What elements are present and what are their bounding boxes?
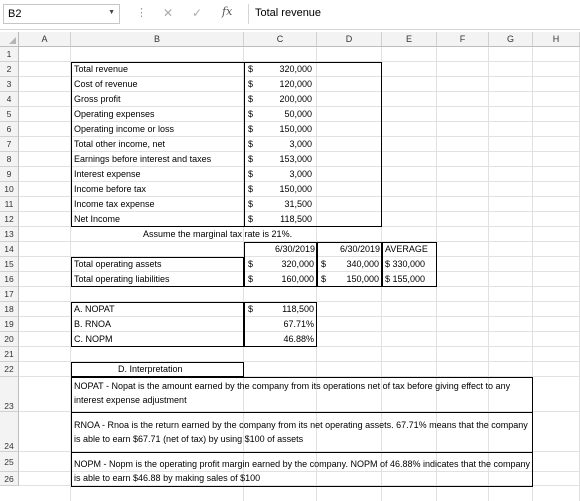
income-value: 50,000 [284,109,312,119]
row-header-8[interactable]: 8 [0,152,19,167]
balance-label: Total operating liabilities [74,274,170,284]
income-value: 3,000 [289,139,312,149]
column-header-h[interactable]: H [533,32,580,47]
interpretation-rnoa: RNOA - Rnoa is the return earned by the company from its net operating assets. 67.71% means that the company is able to earn $67.71 (net of tax) by using $100 of assets [74,420,528,444]
income-label: Earnings before interest and taxes [74,154,212,164]
tax-note: Assume the marginal tax rate is 21%. [143,229,293,239]
income-label: Interest expense [74,169,141,179]
row-header-19[interactable]: 19 [0,317,19,332]
ratio-label: C. NOPM [74,334,113,344]
income-currency: $ [248,64,254,74]
ratio-label: A. NOPAT [74,304,115,314]
balance-average: $ 330,000 [385,259,426,269]
row-header-12[interactable]: 12 [0,212,19,227]
row-header-25[interactable]: 25 [0,452,19,472]
income-currency: $ [248,214,254,224]
income-label: Income tax expense [74,199,155,209]
income-currency: $ [248,109,254,119]
ratio-value: 67.71% [283,319,314,329]
interpretation-nopat: NOPAT - Nopat is the amount earned by the company from its operations net of tax before giving effect to any interest expense adjustment [74,381,511,405]
ratio-currency: $ [248,304,254,314]
interpretation-title: D. Interpretation [118,364,183,374]
row-header-13[interactable]: 13 [0,227,19,242]
row-header-20[interactable]: 20 [0,332,19,347]
balance-d-value: 340,000 [346,259,379,269]
income-currency: $ [248,94,254,104]
column-header-f[interactable]: F [437,32,489,47]
interpretation-divider-1 [71,412,533,413]
income-value: 31,500 [284,199,312,209]
row-header-23[interactable]: 23 [0,377,19,412]
ratio-value: 118,500 [282,304,314,314]
formula-bar [0,0,580,30]
enter-icon[interactable]: ✓ [192,6,203,20]
income-currency: $ [248,124,254,134]
income-currency: $ [248,199,254,209]
row-header-2[interactable]: 2 [0,62,19,77]
row-header-3[interactable]: 3 [0,77,19,92]
balance-c-currency: $ [248,259,254,269]
income-label: Total other income, net [74,139,166,149]
row-header-26[interactable]: 26 [0,472,19,486]
income-currency: $ [248,139,254,149]
column-header-a[interactable]: A [19,32,71,47]
balance-c-value: 160,000 [281,274,314,284]
ratio-value: 46.88% [283,334,314,344]
balance-c-value: 320,000 [281,259,314,269]
balance-d-currency: $ [321,274,327,284]
row-header-14[interactable]: 14 [0,242,19,257]
interpretation-nopm: NOPM - Nopm is the operating profit margin earned by the company. NOPM of 46.88% indicates that the company is able to earn $46.88 by making sales of $100 [74,459,531,483]
income-label: Gross profit [74,94,121,104]
income-value: 3,000 [289,169,312,179]
income-label: Net Income [74,214,121,224]
row-header-17[interactable]: 17 [0,287,19,302]
column-header-e[interactable]: E [382,32,437,47]
balance-label: Total operating assets [74,259,162,269]
formula-input[interactable]: Total revenue [248,4,578,24]
row-header-18[interactable]: 18 [0,302,19,317]
chevron-down-icon[interactable]: ▼ [108,9,115,16]
balance-c-currency: $ [248,274,254,284]
select-all-icon [9,37,16,44]
income-statement-divider [244,62,245,227]
balance-average: $ 155,000 [385,274,426,284]
insert-function-icon[interactable]: fx [222,5,233,18]
balance-header-c: 6/30/2019 [274,244,315,254]
row-header-24[interactable]: 24 [0,412,19,452]
name-box-value: B2 [8,8,22,20]
row-header-21[interactable]: 21 [0,347,19,362]
income-value: 320,000 [279,64,312,74]
column-header-b[interactable]: B [71,32,244,47]
row-header-22[interactable]: 22 [0,362,19,377]
column-header-d[interactable]: D [317,32,382,47]
income-value: 120,000 [279,79,312,89]
income-currency: $ [248,169,254,179]
select-all-corner[interactable] [0,32,19,47]
row-header-15[interactable]: 15 [0,257,19,272]
income-value: 118,500 [280,214,312,224]
income-value: 153,000 [279,154,312,164]
income-label: Income before tax [74,184,147,194]
balance-d-value: 150,000 [346,274,379,284]
row-header-16[interactable]: 16 [0,272,19,287]
name-box[interactable] [3,4,120,24]
row-header-5[interactable]: 5 [0,107,19,122]
row-header-7[interactable]: 7 [0,137,19,152]
column-header-g[interactable]: G [489,32,533,47]
income-value: 150,000 [279,124,312,134]
balance-d-currency: $ [321,259,327,269]
column-header-c[interactable]: C [244,32,317,47]
row-header-4[interactable]: 4 [0,92,19,107]
income-value: 150,000 [279,184,312,194]
cancel-icon[interactable]: ✕ [163,6,174,20]
row-header-11[interactable]: 11 [0,197,19,212]
more-icon[interactable]: ⋮ [136,7,147,19]
income-currency: $ [248,79,254,89]
interpretation-divider-2 [71,452,533,453]
income-label: Cost of revenue [74,79,138,89]
row-header-6[interactable]: 6 [0,122,19,137]
row-header-10[interactable]: 10 [0,182,19,197]
income-label: Total revenue [74,64,129,74]
balance-header-avg: AVERAGE [385,244,428,254]
income-currency: $ [248,184,254,194]
row-header-1[interactable]: 1 [0,47,19,62]
income-value: 200,000 [279,94,312,104]
ratio-label: B. RNOA [74,319,112,329]
income-currency: $ [248,154,254,164]
income-label: Operating expenses [74,109,155,119]
income-label: Operating income or loss [74,124,175,134]
balance-header-d: 6/30/2019 [339,244,380,254]
row-header-9[interactable]: 9 [0,167,19,182]
